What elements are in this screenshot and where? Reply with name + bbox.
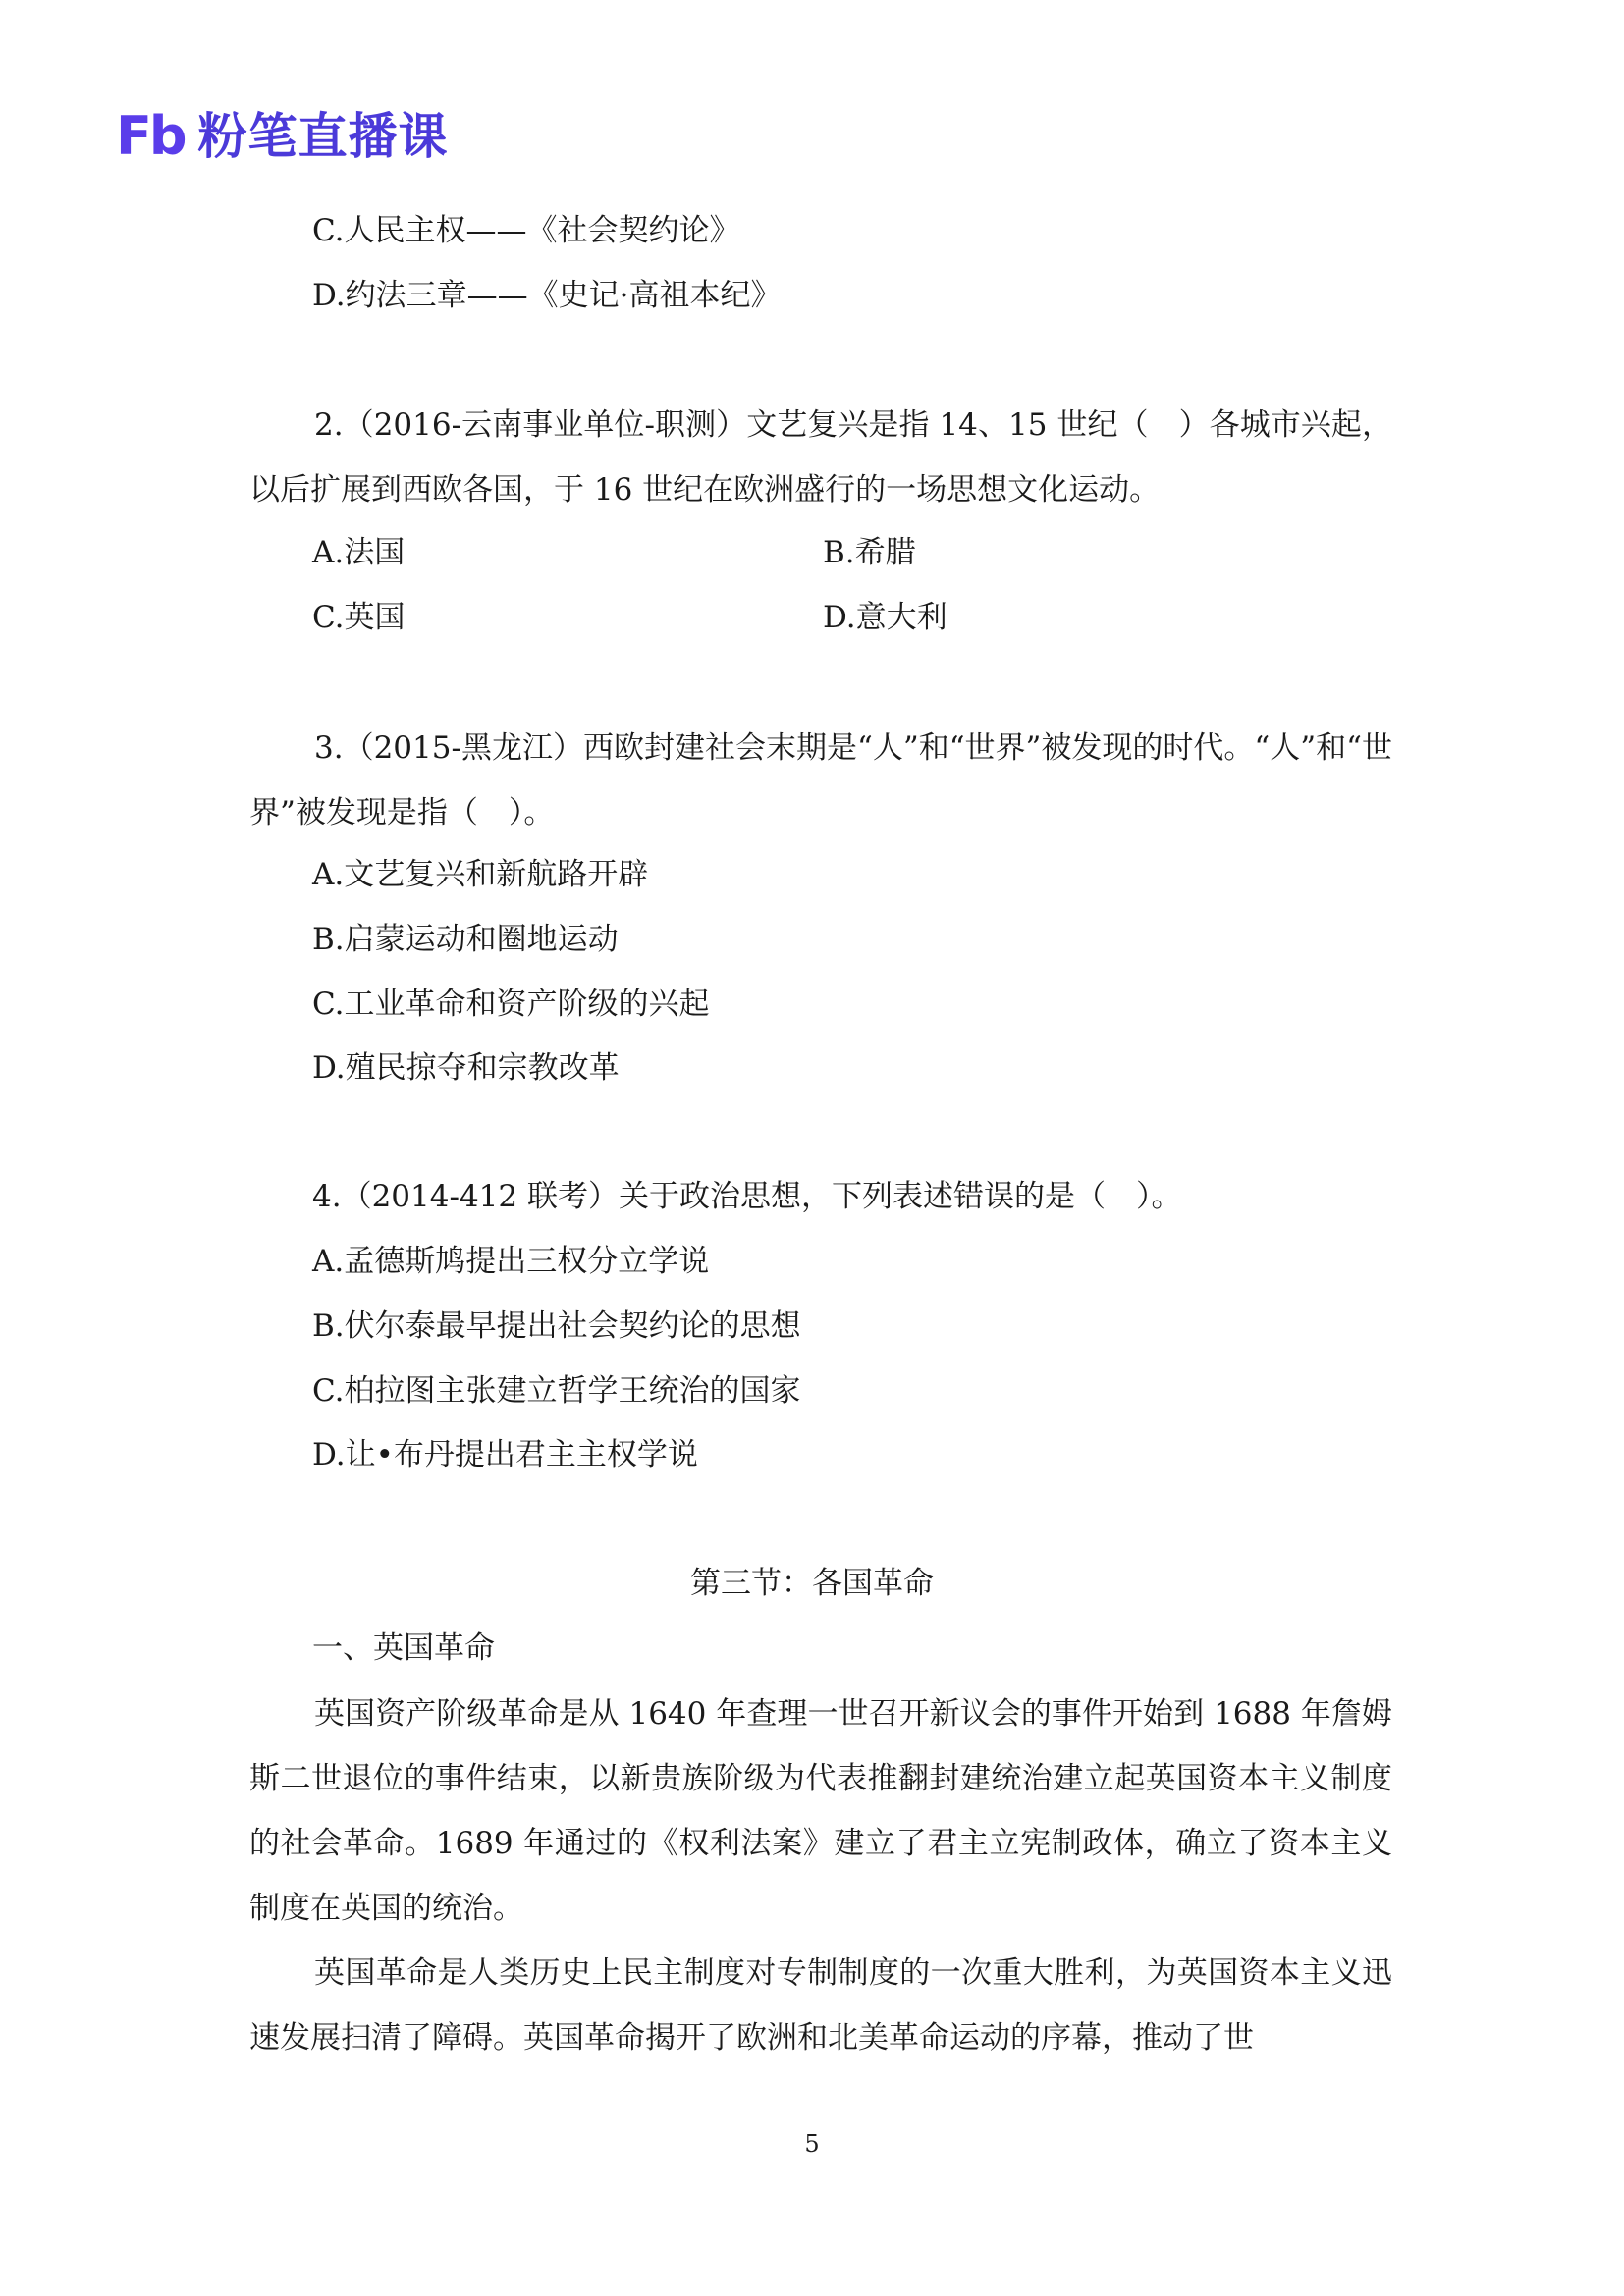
q4-option-a: A.孟德斯鸠提出三权分立学说 xyxy=(312,1244,710,1279)
q2-stem: 2.（2016-云南事业单位-职测）文艺复兴是指 14、15 世纪（ ）各城市兴起，以后扩展到西欧各国，于 16 世纪在欧洲盛行的一场思想文化运动。 xyxy=(249,407,1392,507)
q2-option-b: B.希腊 xyxy=(823,535,916,570)
section-subtitle: 一、英国革命 xyxy=(312,1630,495,1666)
brand-name: 粉笔直播课 xyxy=(197,108,449,165)
q1-option-c: C.人民主权——《社会契约论》 xyxy=(312,213,740,248)
paragraph-1: 英国资产阶级革命是从 1640 年查理一世召开新议会的事件开始到 1688 年詹姆斯二世退位的事件结束，以新贵族阶级为代表推翻封建统治建立起英国资本主义制度的社会革命。1689 年通过的《权利法案》建立了君主立宪制政体，确立了资本主义制度在英国的统治。 xyxy=(249,1696,1392,1926)
section-title: 第三节：各国革命 xyxy=(690,1566,934,1601)
q4-option-d: D.让•布丹提出君主主权学说 xyxy=(312,1437,698,1472)
page-number: 5 xyxy=(804,2130,820,2158)
q3-option-c: C.工业革命和资产阶级的兴起 xyxy=(312,987,710,1022)
q4-option-c: C.柏拉图主张建立哲学王统治的国家 xyxy=(312,1373,801,1409)
fb-logo-icon: Fb xyxy=(116,105,185,167)
paragraph-2: 英国革命是人类历史上民主制度对专制制度的一次重大胜利，为英国资本主义迅速发展扫清了障碍。英国革命揭开了欧洲和北美革命运动的序幕，推动了世 xyxy=(249,1955,1392,2056)
q4-stem: 4.（2014-412 联考）关于政治思想，下列表述错误的是（ ）。 xyxy=(312,1179,1182,1214)
q1-option-d: D.约法三章——《史记·高祖本纪》 xyxy=(312,278,782,313)
q2-option-a: A.法国 xyxy=(312,535,406,570)
q2-option-c: C.英国 xyxy=(312,600,406,635)
q3-stem: 3.（2015-黑龙江）西欧封建社会末期是“人”和“世界”被发现的时代。“人”和“世界”被发现是指（ ）。 xyxy=(249,730,1392,830)
q3-option-a: A.文艺复兴和新航路开辟 xyxy=(312,857,649,892)
q3-option-b: B.启蒙运动和圈地运动 xyxy=(312,922,619,957)
q3-option-d: D.殖民掠夺和宗教改革 xyxy=(312,1050,620,1086)
q4-option-b: B.伏尔泰最早提出社会契约论的思想 xyxy=(312,1308,801,1344)
brand-logo xyxy=(116,105,449,167)
q2-option-d: D.意大利 xyxy=(823,600,947,635)
